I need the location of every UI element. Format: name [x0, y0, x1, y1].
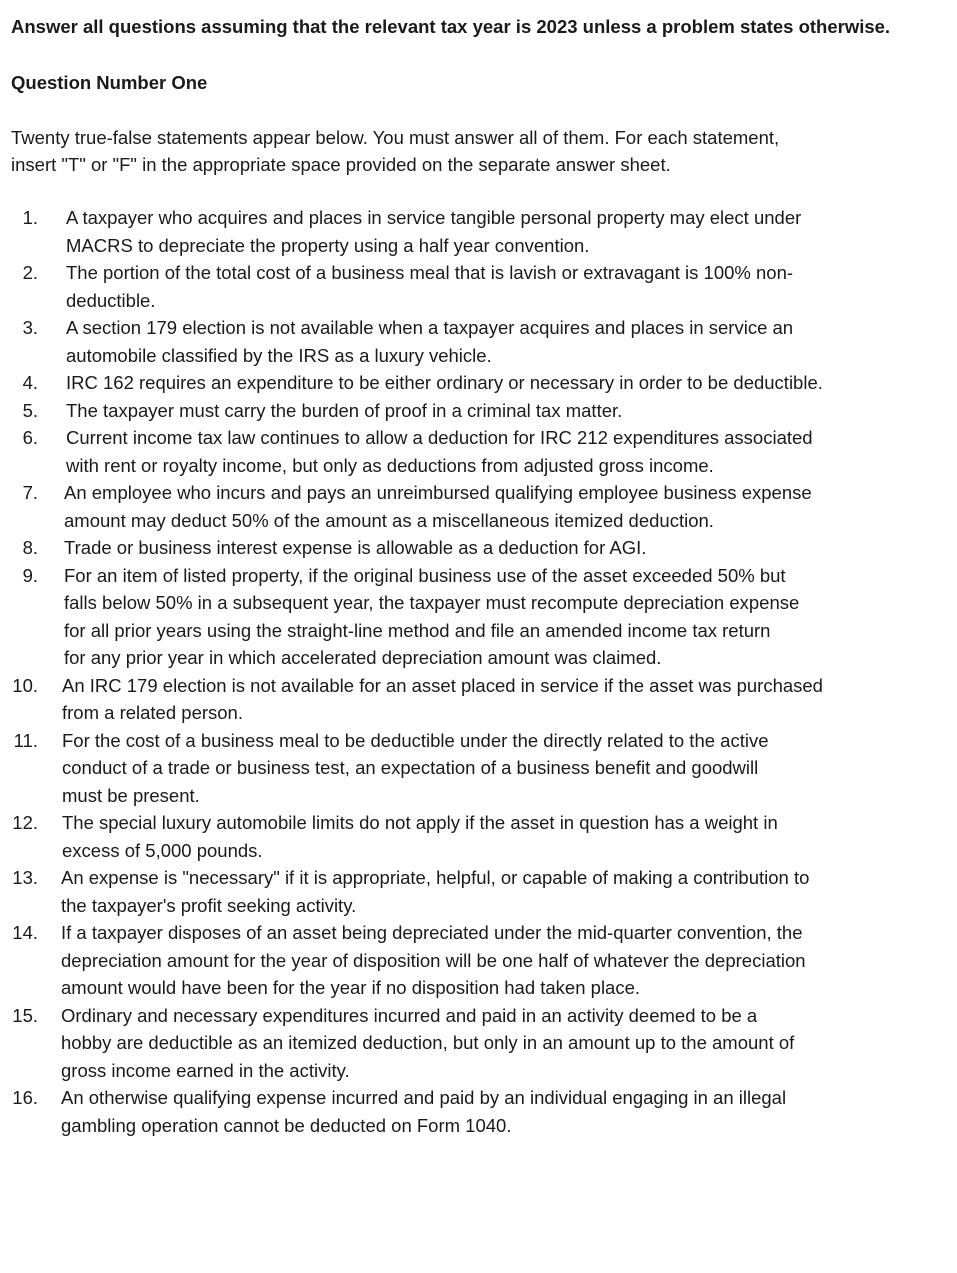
- statement-text: [64, 562, 874, 672]
- statement-line: Ordinary and necessary expenditures incurred and paid in an activity deemed to be a: [61, 1004, 758, 1026]
- statement-item: [0, 424, 957, 479]
- statement-number: 8.: [22, 537, 38, 558]
- statement-item: [0, 672, 957, 727]
- statement-number: 10.: [12, 674, 38, 696]
- statement-line: gross income earned in the activity.: [61, 1059, 350, 1081]
- statement-line: amount would have been for the year if no disposition had taken place.: [61, 977, 641, 998]
- statement-line: A taxpayer who acquires and places in service tangible personal property may elect under: [66, 207, 802, 228]
- statement-line: For the cost of a business meal to be deductible under the directly related to the active: [62, 729, 769, 751]
- statement-line: gambling operation cannot be deducted on Form 1040.: [61, 1114, 512, 1136]
- statement-text: [66, 259, 876, 314]
- statement-line: automobile classified by the IRS as a luxury vehicle.: [66, 344, 492, 366]
- statement-line: must be present.: [62, 784, 200, 806]
- statement-line: for all prior years using the straight-line method and file an amended income tax return: [64, 619, 771, 641]
- statement-text: [66, 314, 876, 369]
- statement-item: [0, 534, 957, 562]
- statement-line: An otherwise qualifying expense incurred and paid by an individual engaging in an illegal: [61, 1087, 787, 1108]
- intro-line: insert "T" or "F" in the appropriate space provided on the separate answer sheet.: [11, 154, 671, 175]
- statement-text: [61, 919, 871, 1002]
- statement-text: [62, 672, 872, 727]
- statement-item: [0, 1084, 957, 1139]
- statement-number: 2.: [22, 262, 38, 283]
- statement-text: [61, 1002, 871, 1085]
- statement-item: [0, 314, 957, 369]
- statement-number: 13.: [12, 867, 38, 888]
- statement-line: IRC 162 requires an expenditure to be either ordinary or necessary in order to be deductible.: [66, 372, 823, 393]
- statement-line: For an item of listed property, if the original business use of the asset exceeded 50% but: [64, 564, 786, 586]
- statement-item: [0, 562, 957, 672]
- statement-line: The portion of the total cost of a business meal that is lavish or extravagant is 100% non-: [66, 262, 794, 283]
- statement-line: An employee who incurs and pays an unreimbursed qualifying employee business expense: [64, 482, 812, 503]
- statement-line: excess of 5,000 pounds.: [62, 839, 263, 861]
- statement-number: 12.: [12, 812, 38, 833]
- statement-line: If a taxpayer disposes of an asset being depreciated under the mid-quarter convention, the: [61, 922, 803, 943]
- statement-text: [66, 397, 876, 425]
- statement-line: An expense is "necessary" if it is appropriate, helpful, or capable of making a contribution to: [61, 867, 810, 888]
- statement-text: [61, 864, 871, 919]
- statement-line: for any prior year in which accelerated depreciation amount was claimed.: [64, 647, 662, 668]
- statement-line: amount may deduct 50% of the amount as a miscellaneous itemized deduction.: [64, 509, 714, 531]
- statement-number: 6.: [22, 427, 38, 448]
- statement-item: [0, 727, 957, 810]
- statement-line: The taxpayer must carry the burden of proof in a criminal tax matter.: [66, 399, 623, 421]
- statement-number: 4.: [22, 372, 38, 393]
- intro-line: Twenty true-false statements appear below. You must answer all of them. For each statement,: [11, 127, 780, 148]
- statement-item: [0, 864, 957, 919]
- statement-number: 7.: [22, 482, 38, 503]
- statement-number: 9.: [22, 564, 38, 586]
- statement-line: from a related person.: [62, 702, 243, 723]
- statement-line: The special luxury automobile limits do not apply if the asset in question has a weight in: [62, 812, 778, 833]
- statement-number: 14.: [12, 922, 38, 943]
- statement-text: [66, 369, 876, 397]
- statement-line: Trade or business interest expense is allowable as a deduction for AGI.: [64, 537, 647, 558]
- statement-number: 16.: [12, 1087, 38, 1108]
- statement-line: MACRS to depreciate the property using a half year convention.: [66, 234, 590, 256]
- statement-line: depreciation amount for the year of disposition will be one half of whatever the depreciation: [61, 949, 806, 971]
- statement-text: [66, 424, 876, 479]
- intro-paragraph: [11, 124, 911, 178]
- statement-item: [0, 369, 957, 397]
- statement-line: hobby are deductible as an itemized deduction, but only in an amount up to the amount of: [61, 1032, 795, 1053]
- statement-line: A section 179 election is not available when a taxpayer acquires and places in service an: [66, 317, 794, 338]
- statement-item: [0, 919, 957, 1002]
- statement-number: 11.: [13, 729, 38, 751]
- statement-text: [62, 809, 872, 864]
- statement-item: [0, 1002, 957, 1085]
- statement-item: [0, 397, 957, 425]
- statement-text: [62, 727, 872, 810]
- statement-list: [0, 204, 957, 1139]
- statement-item: [0, 204, 957, 259]
- instruction-heading: Answer all questions assuming that the relevant tax year is 2023 unless a problem states otherwise.: [11, 16, 891, 37]
- statement-item: [0, 809, 957, 864]
- statement-number: 1.: [22, 207, 38, 228]
- statement-text: [64, 479, 874, 534]
- statement-line: conduct of a trade or business test, an expectation of a business benefit and goodwill: [62, 757, 759, 778]
- section-title: Question Number One: [11, 72, 208, 93]
- statement-text: [66, 204, 876, 259]
- statement-line: with rent or royalty income, but only as deductions from adjusted gross income.: [66, 454, 714, 476]
- statement-item: [0, 479, 957, 534]
- statement-text: [61, 1084, 871, 1139]
- statement-line: falls below 50% in a subsequent year, the taxpayer must recompute depreciation expense: [64, 592, 800, 613]
- statement-line: deductible.: [66, 289, 156, 311]
- statement-number: 15.: [12, 1004, 38, 1026]
- statement-text: [64, 534, 874, 562]
- statement-number: 5.: [22, 399, 38, 421]
- statement-line: the taxpayer's profit seeking activity.: [61, 894, 357, 916]
- statement-line: An IRC 179 election is not available for an asset placed in service if the asset was purchased: [62, 674, 823, 696]
- statement-number: 3.: [22, 317, 38, 338]
- statement-item: [0, 259, 957, 314]
- statement-line: Current income tax law continues to allow a deduction for IRC 212 expenditures associated: [66, 427, 813, 448]
